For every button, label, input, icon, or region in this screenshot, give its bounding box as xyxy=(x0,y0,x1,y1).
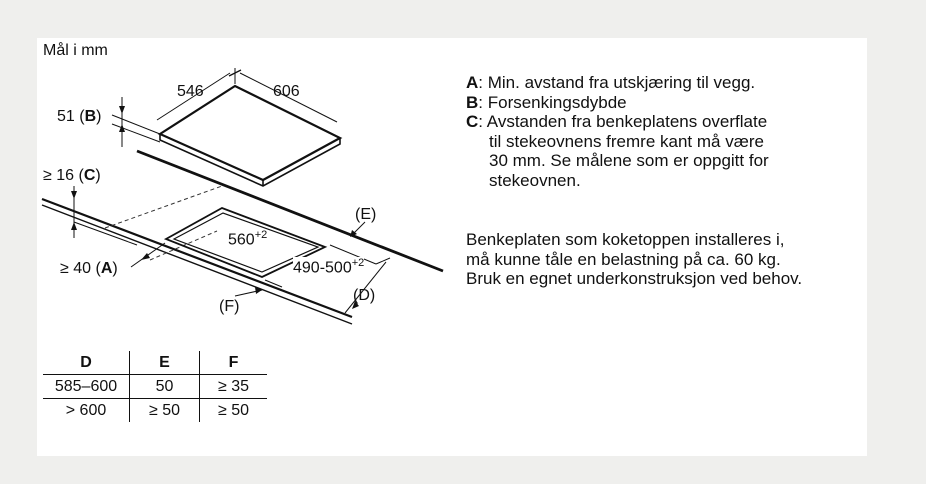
cutout-width-label xyxy=(228,229,267,249)
load-paragraph-line-2: må kunne tåle en belastning på ca. 60 kg. xyxy=(466,249,781,269)
note-c xyxy=(466,112,769,132)
table-row xyxy=(43,399,267,423)
table-header-d: D xyxy=(80,353,92,371)
table-cell: 585–600 xyxy=(43,375,130,399)
note-c-text-1: : Avstanden fra benkeplatens overflate xyxy=(478,112,768,131)
dim-a-value: ≥ 40 xyxy=(60,260,92,277)
table-cell: ≥ 35 xyxy=(200,375,268,399)
table-cell: ≥ 50 xyxy=(200,399,268,423)
dim-c-label: ≥ 16 (C) xyxy=(43,167,101,184)
table-header-e: E xyxy=(130,351,200,375)
dim-b-value: 51 xyxy=(57,108,75,125)
dimensions-table xyxy=(43,351,267,422)
cutout-width-value: 560 xyxy=(228,231,255,249)
load-paragraph-line-3: Bruk en egnet underkonstruksjon ved behov. xyxy=(466,269,803,288)
note-c-letter: C xyxy=(466,112,479,131)
dim-a-label: ≥ 40 (A) xyxy=(60,260,118,277)
dim-c-letter: C xyxy=(83,167,96,184)
dim-c-value: ≥ 16 xyxy=(43,167,75,184)
table-row xyxy=(43,375,267,399)
label-e: (E) xyxy=(355,206,377,223)
table-cell: 50 xyxy=(130,375,200,399)
table-cell: ≥ 50 xyxy=(130,399,200,423)
cutout-width-tolerance: +2 xyxy=(254,229,268,241)
dim-b-label: 51 (B) xyxy=(57,108,102,125)
load-paragraph-line-1: Benkeplaten som koketoppen installeres i, xyxy=(466,230,785,249)
note-b-letter: B xyxy=(466,92,479,112)
dim-depth-label: 546 xyxy=(177,83,204,100)
label-d: (D) xyxy=(353,287,376,304)
cutout-depth-label xyxy=(293,257,364,277)
table-header-row xyxy=(43,351,267,375)
notes-legend xyxy=(466,73,769,190)
dim-a-letter: A xyxy=(100,260,113,277)
dim-width-label: 606 xyxy=(273,83,300,100)
units-label: Mål i mm xyxy=(43,42,108,59)
label-f: (F) xyxy=(219,298,240,315)
table-header-f: F xyxy=(200,351,268,375)
cutout-depth-value: 490-500 xyxy=(293,259,352,277)
note-c-text-4: stekeovnen. xyxy=(489,170,581,190)
note-a xyxy=(466,73,769,93)
note-b-text: : Forsenkingsdybde xyxy=(478,92,627,112)
note-c-text-3: 30 mm. Se målene som er oppgitt for xyxy=(489,151,769,170)
note-a-text: : Min. avstand fra utskjæring til vegg. xyxy=(478,73,756,92)
cutout-depth-tolerance: +2 xyxy=(351,257,365,269)
note-c-text-2: til stekeovnens fremre kant må være xyxy=(489,131,764,151)
dim-b-letter: B xyxy=(84,108,97,125)
load-paragraph xyxy=(466,230,802,289)
table-cell: > 600 xyxy=(43,399,130,423)
note-b xyxy=(466,93,769,113)
note-a-letter: A xyxy=(466,73,479,92)
